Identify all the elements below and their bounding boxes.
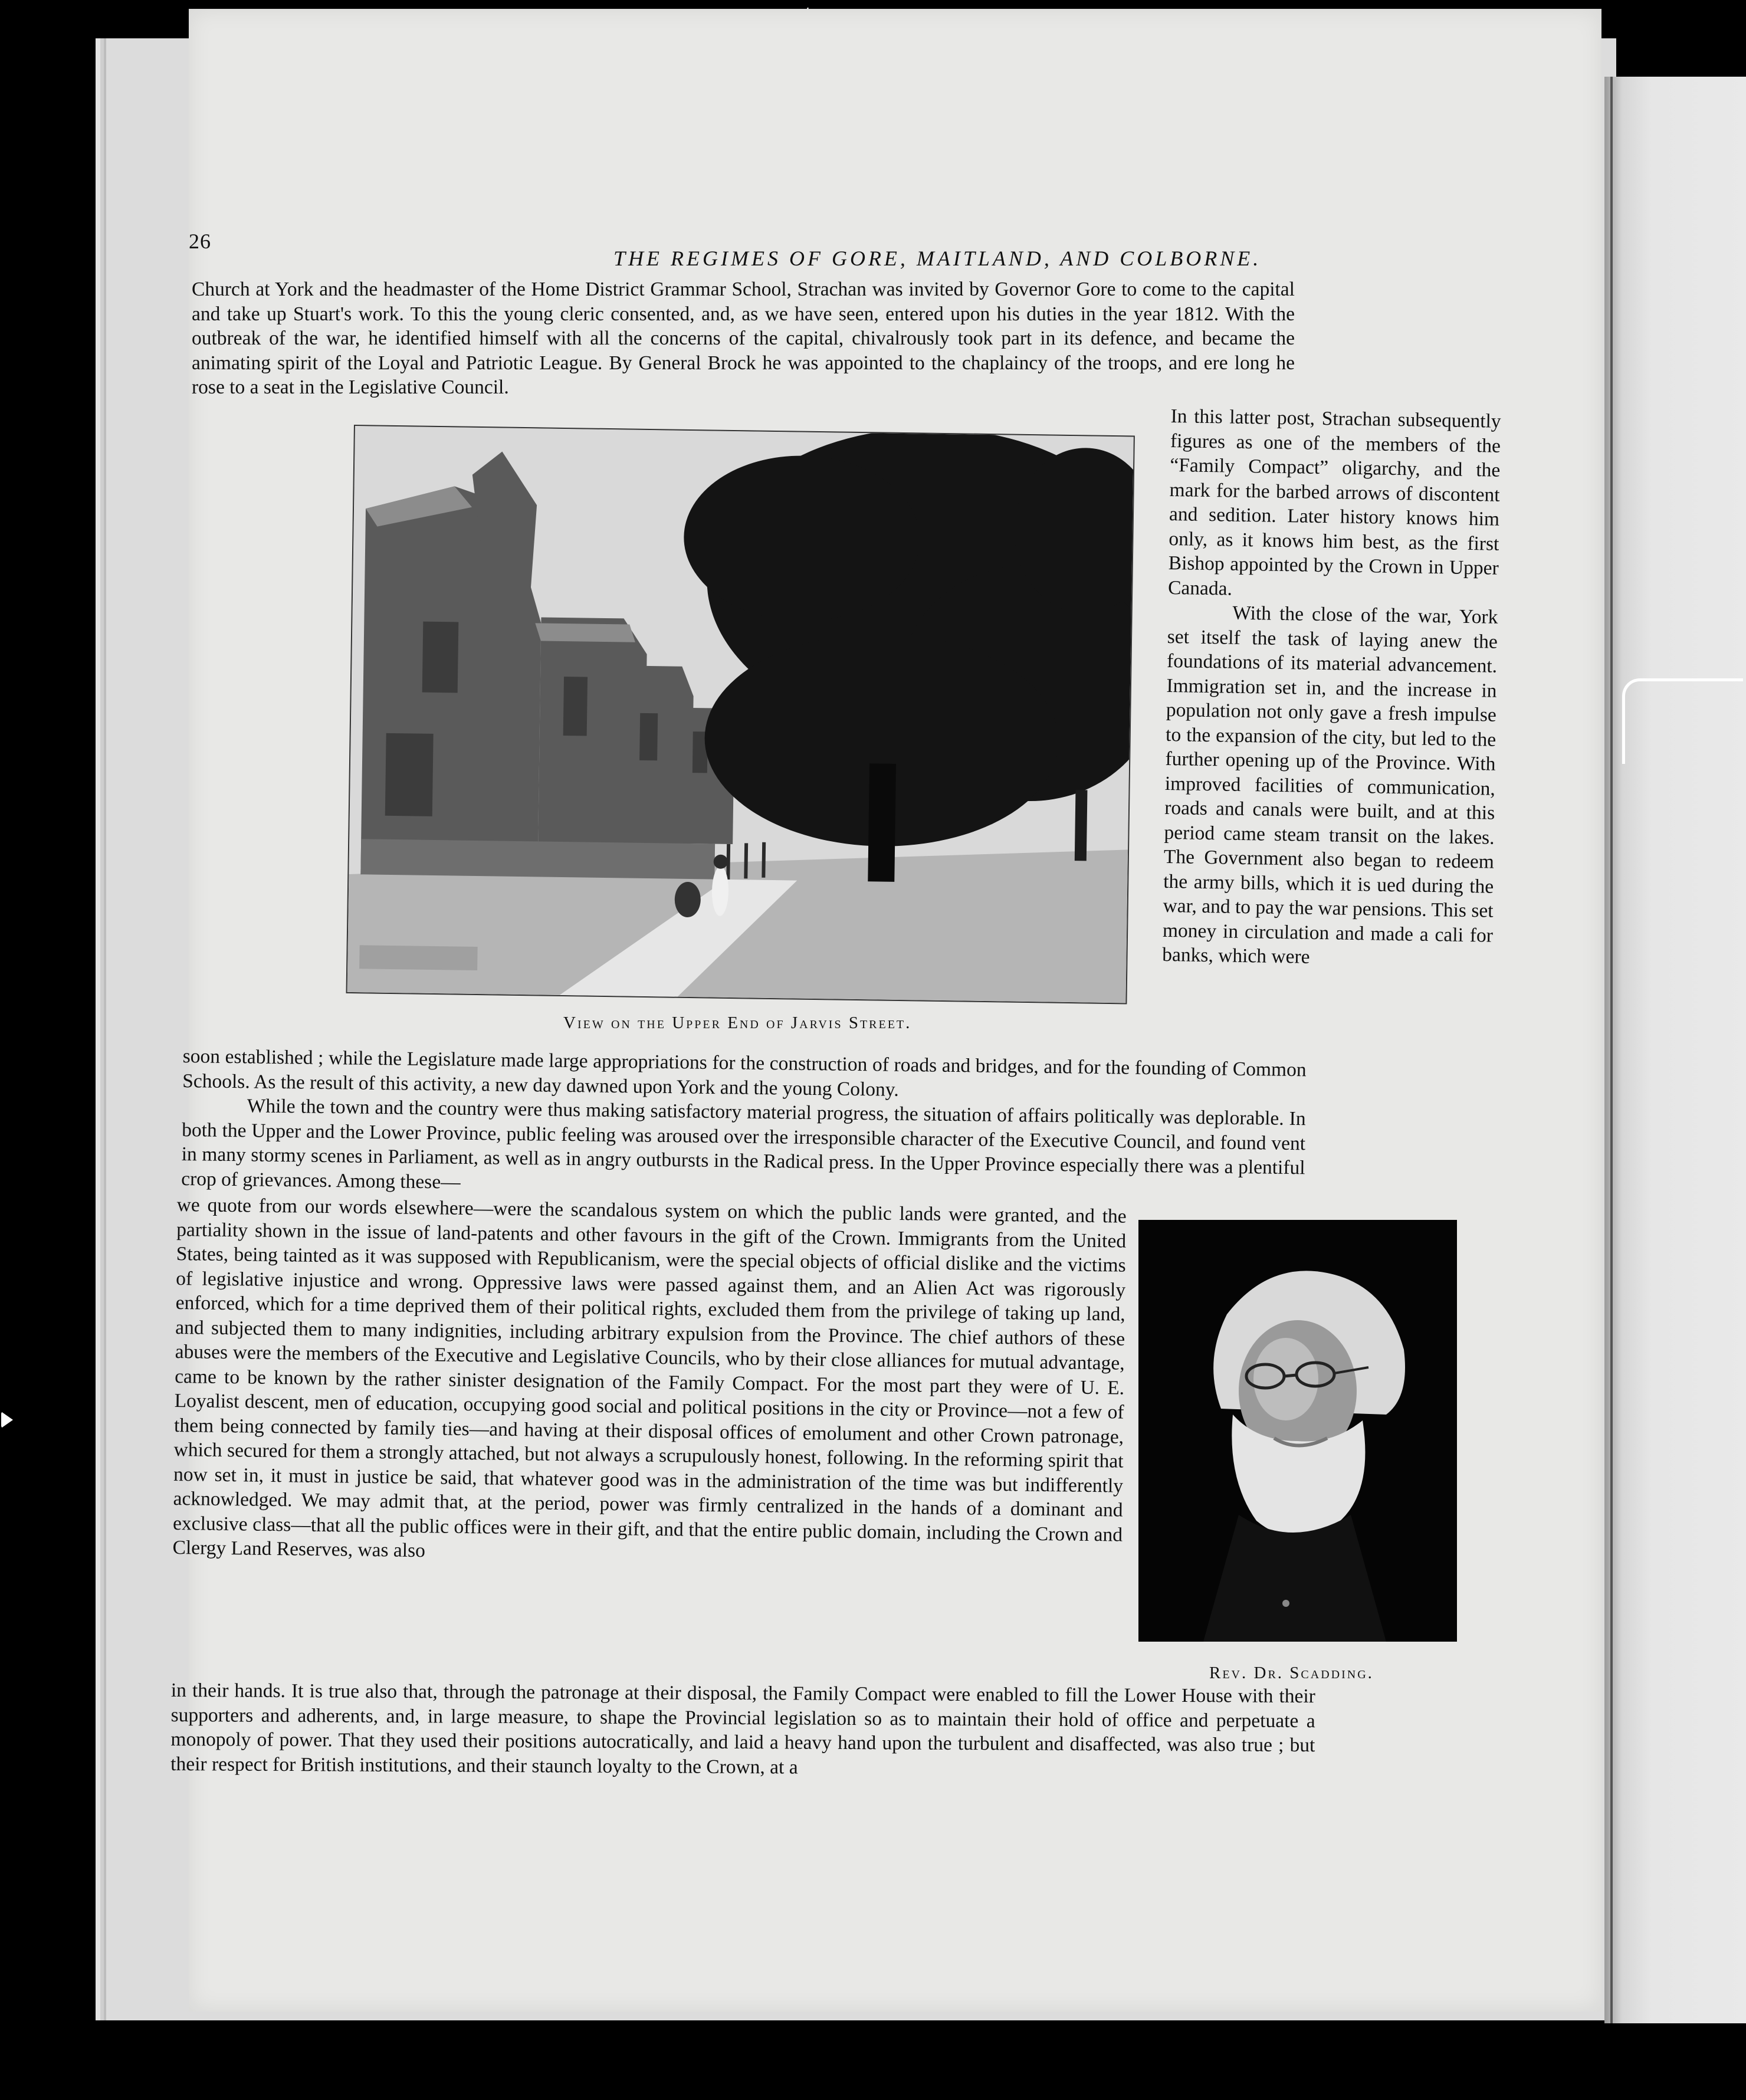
paragraph-left xyxy=(172,1193,1126,1571)
street-photo-caption: View on the Upper End of Jarvis Street. xyxy=(563,1013,912,1032)
paragraph-middle xyxy=(181,1044,1307,1205)
page-number: 26 xyxy=(189,229,211,253)
paragraph-text: In this latter post, Strachan subsequently figures as one of the members of the “Family Compact” oligarchy, and the mark for the barbed arrows of discontent and sedition. Later history knows him only, as it knows him best, as the first Bishop appointed by the Crown in Upper Canada. xyxy=(1167,405,1501,600)
paragraph-side xyxy=(1162,404,1501,972)
running-head: THE REGIMES OF GORE, MAITLAND, AND COLBORNE. xyxy=(613,247,1262,270)
margin-mark xyxy=(1622,678,1743,764)
portrait-caption: Rev. Dr. Scadding. xyxy=(1209,1663,1374,1682)
paragraph-bottom xyxy=(170,1678,1315,1782)
paragraph-text: Church at York and the headmaster of the Home District Grammar School, Strachan was invited by Governor Gore to come to the capital and take up Stuart's work. To this the young cleric consented, and, as we have seen, entered upon his duties in the year 1812. With the outbreak of the war, he identified himself with all the concerns of the capital, chivalrously took part in its defence, and became the animating spirit of the Loyal and Patriotic League. By General Brock he was appointed to the chaplaincy of the troops, and ere long he rose to a seat in the Legislative Council. xyxy=(192,278,1295,398)
paragraph-text: in their hands. It is true also that, through the patronage at their disposal, the Family Compact were enabled to fill the Lower House with their supporters and adherents, and, in large measure, to shape the Provincial legislation so as to maintain their hold of office and perpetuate a monopoly of power. That they used their positions autocratically, and laid a heavy hand upon the turbulent and disaffected, was also true ; but their respect for British institutions, and their staunch loyalty to the Crown, at a xyxy=(170,1679,1315,1779)
paragraph-text: While the town and the country were thus making satisfactory material progress, the situation of affairs politically was deplorable. In both the Upper and the Lower Province, public feeling was aroused over the irresponsible character of the Executive Council, and found vent in many stormy scenes in Parliament, as well as in angry outbursts in the Radical press. In the Upper Province especially there was a plentiful crop of grievances. Among these— xyxy=(180,1095,1306,1193)
paragraph-top xyxy=(192,277,1295,400)
paragraph-text: soon established ; while the Legislature made large appropriations for the construction of roads and bridges, and for the founding of Common Schools. As the result of this activity, a new day dawned upon York and the young Colony. xyxy=(182,1045,1307,1101)
facing-page-edge xyxy=(1604,77,1746,2023)
paragraph-text: we quote from our words elsewhere—were the scandalous system on which the public lands were granted, and the partiality shown in the issue of land-patents and other favours in the gift of the Crown. Immigrants from the United States, being tainted as it was supposed with Republicanism, were the special objects of official dislike and the victims of legislative injustice and wrong. Oppressive laws were passed against them, and an Alien Act was rigorously enforced, which for a time deprived them of their political rights, excluded them from the privilege of taking up land, and subjected them to many indignities, including arbitrary expulsion from the Province. The chief authors of these abuses were the members of the Executive and Legislative Councils, who by their close alliances for mutual advantage, came to be known by the rather sinister designation of the Family Compact. For the most part they were of U. E. Loyalist descent, men of education, occupying good social and political positions in the city or Province—not a few of them being connected by family ties—and having at their disposal offices of emolument and other Crown patronage, which secured for them a strongly attached, but not always a scrupulously honest, following. In the reforming spirit that now set in, it must in justice be said, that whatever good was in the administration of the time was but indifferently acknowledged. We may admit that, at the period, power was firmly centralized in the hands of a dominant and exclusive class—that all the public offices were in their gift, and that the entire public domain, including the Crown and Clergy Land Reserves, was also xyxy=(172,1193,1127,1562)
portrait-photograph xyxy=(1138,1220,1457,1642)
street-photograph xyxy=(346,425,1135,1004)
page-gutter-crease xyxy=(1610,77,1613,2023)
paragraph-text: With the close of the war, York set itself the task of laying anew the foundations of its material advancement. Immigration set in, and the increase in population not only gave a fresh impulse to the expansion of the city, but led to the further opening up of the Province. With improved facilities of communication, roads and canals were built, and at this period came steam transit on the lakes. The Government also began to redeem the army bills, which it is ued during the war, and to pay the war pensions. This set money in circulation and made a cali for banks, which were xyxy=(1162,602,1498,968)
